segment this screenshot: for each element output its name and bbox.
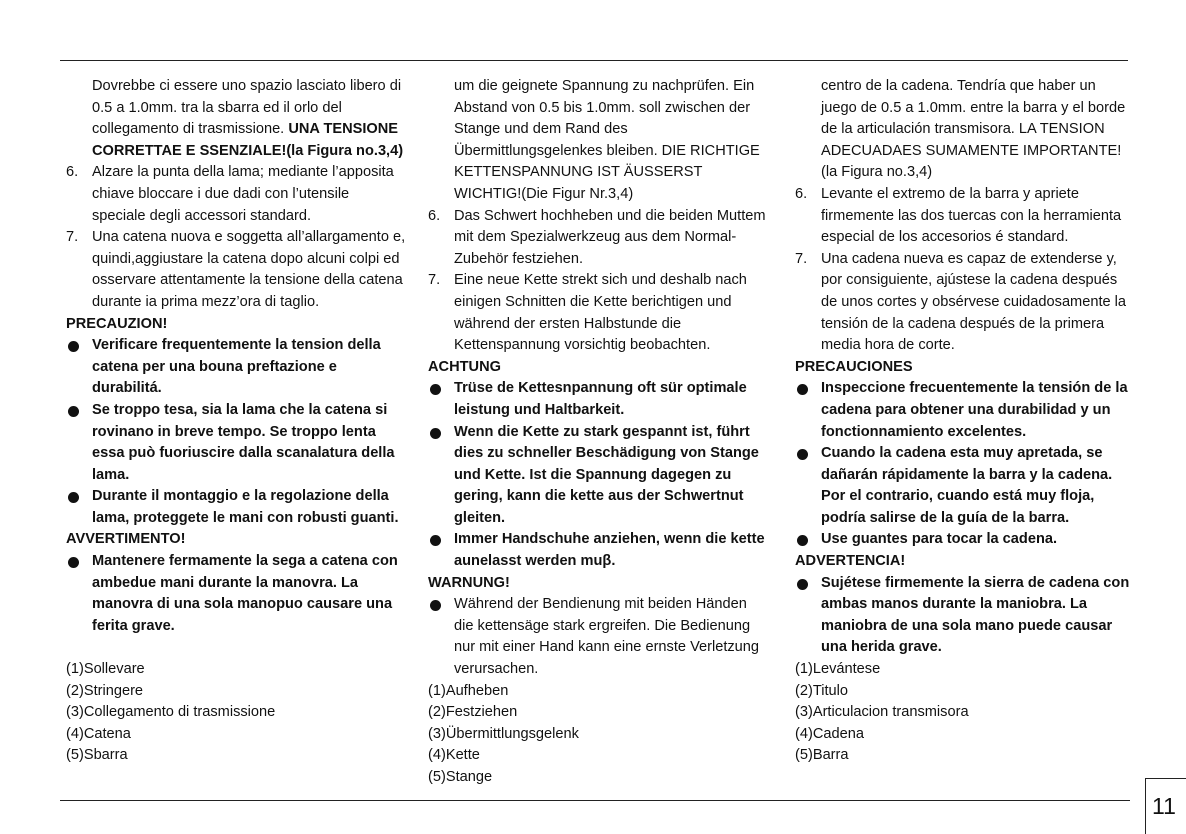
- intro-paragraph: Dovrebbe ci essere uno spazio lasciato libero di 0.5 a 1.0mm. tra la sbarra ed il orlo del collegamento di trasmissione. UNA TENSIONE CORRETTAE E SSENZIALE!(la Figura no.3,4): [92, 78, 404, 159]
- precaution-heading: PRECAUZION!: [66, 315, 168, 332]
- legend-item: (4)Cadena: [795, 725, 864, 742]
- column-german: [428, 76, 768, 789]
- legend-item: (5)Barra: [795, 747, 849, 764]
- bullet-dot-icon: [430, 384, 441, 395]
- legend-item: (2)Festziehen: [428, 704, 518, 721]
- bullet-dot-icon: [797, 449, 808, 460]
- step-6: 6. Alzare la punta della lama; mediante l’apposita chiave bloccare i due dadi con l’utensile speciale degli accessori standard.: [66, 164, 394, 224]
- intro-paragraph: um die geignete Spannung zu nachprüfen. Ein Abstand von 0.5 bis 1.0mm. soll zwischen der Stange und dem Rand des Übermittlungsgelenkes bleiben. DIE RICHTIGE KETTENSPANNUNG IST ÄUSSERST WICHTIG!(Die Figur Nr.3,4): [454, 78, 760, 202]
- precaution-item: Immer Handschuhe anziehen, wenn die kette aunelasst werden muβ.: [428, 529, 768, 572]
- legend-item: (3)Übermittlungsgelenk: [428, 725, 579, 742]
- legend-item: (2)Titulo: [795, 682, 848, 699]
- precaution-item: Wenn die Kette zu stark gespannt ist, führt dies zu schneller Beschädigung von Stange und Kette. Ist die Spannung dagegen zu gering, kann die kette aus der Schwertnut gleiten.: [428, 422, 768, 530]
- precaution-item: Verificare frequentemente la tension della catena per una bouna preftazione e durabilitá.: [66, 335, 406, 400]
- top-rule: [60, 60, 1128, 61]
- precaution-heading: PRECAUCIONES: [795, 358, 913, 375]
- legend-item: (3)Articulacion transmisora: [795, 704, 969, 721]
- bullet-dot-icon: [68, 341, 79, 352]
- step-6: 6. Levante el extremo de la barra y apriete firmemente las dos tuercas con la herramienta especial de los accesorios é standard.: [795, 185, 1122, 246]
- page-number-box: [1145, 778, 1186, 834]
- bullet-dot-icon: [797, 535, 808, 546]
- precaution-item: Se troppo tesa, sia la lama che la catena si rovinano in breve tempo. Se troppo lenta essa può fuoriuscire dalla scanalatura della lama.: [66, 400, 406, 486]
- precaution-item: Trüse de Kettesnpannung oft sür optimale leistung und Haltbarkeit.: [428, 378, 768, 421]
- precaution-item: Inspeccione frecuentemente la tensión de la cadena para obtener una durabilidad y un fonctionnamiento excelentes.: [795, 378, 1135, 443]
- step-7: 7. Eine neue Kette strekt sich und deshalb nach einigen Schnitten die Kette berichtigen und während der ersten Halbstunde die Kettenspannung vorsichtig beobachten.: [428, 272, 747, 354]
- precaution-item: Use guantes para tocar la cadena.: [795, 529, 1135, 551]
- legend-item: (1)Sollevare: [66, 661, 145, 678]
- step-7: 7. Una catena nuova e soggetta all’allargamento e, quindi,aggiustare la catena dopo alcuni colpi ed osservare attentamente la tensione della catena durante ia prima mezz’ora di taglio.: [66, 229, 406, 310]
- bullet-dot-icon: [68, 492, 79, 503]
- bottom-rule: [60, 800, 1130, 801]
- page-number: 11: [1152, 793, 1176, 819]
- warning-item: Während der Bendienung mit beiden Händen die kettensäge stark ergreifen. Die Bedienung nur mit einer Hand kann eine ernste Verletzung verursachen.: [428, 594, 768, 680]
- intro-paragraph: centro de la cadena. Tendría que haber un juego de 0.5 a 1.0mm. entre la barra y el borde de la articulación transmisora. LA TENSION ADECUADAES SUMAMENTE IMPORTANTE! (la Figura no.3,4): [821, 78, 1126, 181]
- precaution-item: Cuando la cadena esta muy apretada, se dañarán rápidamente la barra y la cadena. Por el contrario, cuando está muy floja, podría salirse de la guía de la barra.: [795, 443, 1135, 529]
- bullet-dot-icon: [68, 406, 79, 417]
- warning-item: Sujétese firmemente la sierra de cadena con ambas manos durante la maniobra. La maniobra de una sola mano puede causar una herida grave.: [795, 573, 1135, 659]
- step-7: 7. Una cadena nueva es capaz de extenderse y, por consiguiente, ajústese la cadena después de unos cortes y obsérvese cuidadosamente la tensión de la cadena después de la primera media hora de corte.: [795, 250, 1127, 354]
- bullet-dot-icon: [68, 557, 79, 568]
- legend-item: (5)Stange: [428, 769, 493, 785]
- bullet-dot-icon: [430, 535, 441, 546]
- warning-heading: WARNUNG!: [428, 574, 510, 591]
- tension-note: UNA TENSIONE CORRETTAE E SSENZIALE!(la Figura no.3,4): [92, 121, 404, 159]
- legend-item: (1)Aufheben: [428, 682, 509, 699]
- legend-item: (5)Sbarra: [66, 747, 128, 764]
- legend-item: (1)Levántese: [795, 661, 881, 678]
- warning-item: Mantenere fermamente la sega a catena con ambedue mani durante la manovra. La manovra di una sola manopuo causare una ferita grave.: [66, 551, 406, 637]
- precaution-heading: ACHTUNG: [428, 358, 501, 375]
- column-italian: [66, 76, 406, 767]
- warning-heading: ADVERTENCIA!: [795, 553, 906, 570]
- step-6: 6. Das Schwert hochheben und die beiden Muttem mit dem Spezialwerkzeug aus dem Normal-Zubehör festziehen.: [428, 207, 766, 267]
- warning-heading: AVVERTIMENTO!: [66, 531, 186, 548]
- legend-item: (4)Kette: [428, 747, 480, 764]
- precaution-item: Durante il montaggio e la regolazione della lama, proteggete le mani con robusti guanti.: [66, 486, 406, 529]
- legend-item: (3)Collegamento di trasmissione: [66, 704, 276, 721]
- bullet-dot-icon: [430, 600, 441, 611]
- bullet-dot-icon: [797, 384, 808, 395]
- legend-item: (2)Stringere: [66, 682, 144, 699]
- bullet-dot-icon: [430, 428, 441, 439]
- legend-item: (4)Catena: [66, 725, 131, 742]
- bullet-dot-icon: [797, 579, 808, 590]
- column-spanish: [795, 76, 1135, 767]
